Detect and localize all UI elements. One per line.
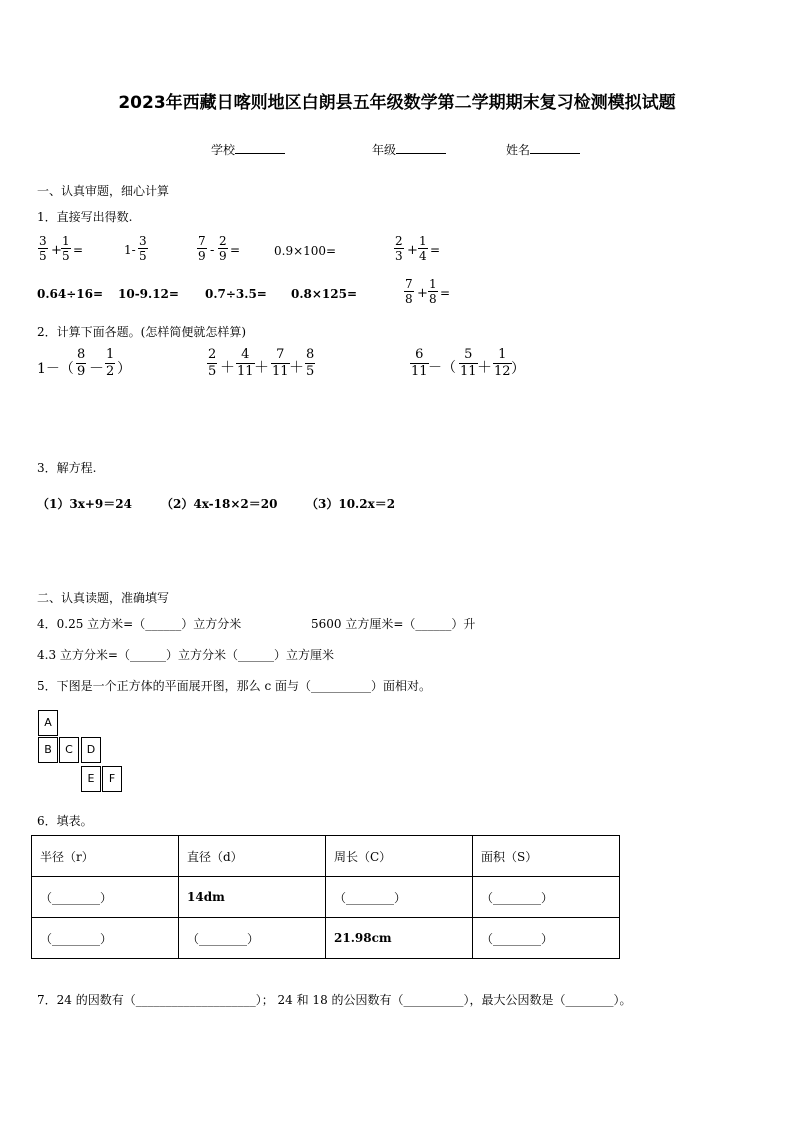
expression-prefix: 1- xyxy=(124,243,136,257)
fraction: 1 4 xyxy=(419,234,427,263)
q1-label: 1．直接写出得数. xyxy=(37,210,133,224)
table-cell[interactable]: （________） xyxy=(473,918,620,959)
section-1-heading: 一、认真审题，细心计算 xyxy=(37,184,170,198)
equals: = xyxy=(430,243,441,257)
fraction: 7 11 xyxy=(272,347,289,379)
operator: + xyxy=(417,286,428,301)
school-field[interactable] xyxy=(211,141,285,158)
name-label: 姓名 xyxy=(506,143,531,157)
header-diameter: 直径（d） xyxy=(179,836,326,877)
q4-line2: 4.3 立方分米=（______）立方分米（______）立方厘米 xyxy=(37,648,334,662)
fraction: 3 5 xyxy=(139,234,147,263)
school-label: 学校 xyxy=(211,143,236,157)
page-title: 2023年西藏日喀则地区白朗县五年级数学第二学期期末复习检测模拟试题 xyxy=(118,93,676,113)
q7-text: 7．24 的因数有（____________________）； 24 和 18 的公因数有（__________），最大公因数是（________）。 xyxy=(37,993,632,1007)
operator: + xyxy=(407,243,418,258)
header-radius: 半径（r） xyxy=(32,836,179,877)
table-header-row xyxy=(32,836,620,877)
q3-label: 3．解方程. xyxy=(37,461,97,475)
school-blank[interactable] xyxy=(235,153,285,154)
name-blank[interactable] xyxy=(530,153,580,154)
table-cell[interactable]: （________） xyxy=(32,918,179,959)
equals: = xyxy=(440,286,451,300)
fraction: 1 2 xyxy=(106,347,115,379)
operator: －（ xyxy=(428,360,456,376)
operator: ＋ xyxy=(220,358,236,376)
operator: － xyxy=(89,359,105,377)
net-face-d: D xyxy=(81,737,101,763)
table-cell[interactable]: （________） xyxy=(326,877,473,918)
grade-field[interactable] xyxy=(372,141,446,158)
expression-suffix: ） xyxy=(511,361,525,377)
fraction: 1 12 xyxy=(494,347,511,379)
expression: 0.64÷16= xyxy=(37,287,104,301)
table-cell[interactable]: （________） xyxy=(473,877,620,918)
table-cell[interactable]: （________） xyxy=(179,918,326,959)
net-face-a: A xyxy=(38,710,58,736)
fraction: 1 5 xyxy=(62,234,70,263)
grade-label: 年级 xyxy=(372,143,397,157)
operator: ＋ xyxy=(254,358,270,376)
q2-label: 2．计算下面各题。(怎样简便就怎样算) xyxy=(37,325,246,339)
operator: - xyxy=(210,243,215,258)
fraction: 7 9 xyxy=(198,234,206,263)
header-area: 面积（S） xyxy=(473,836,620,877)
equation: （1）3x+9＝24 xyxy=(37,497,132,511)
table-row xyxy=(32,918,620,959)
fraction: 5 11 xyxy=(460,347,477,379)
operator: ＋ xyxy=(477,358,493,376)
net-face-c: C xyxy=(59,737,79,763)
grade-blank[interactable] xyxy=(396,153,446,154)
fraction: 7 8 xyxy=(405,277,413,306)
fraction: 1 8 xyxy=(429,277,437,306)
operator: + xyxy=(51,243,62,258)
operator: ＋ xyxy=(289,358,305,376)
name-field[interactable] xyxy=(506,141,580,158)
fraction: 2 9 xyxy=(219,234,227,263)
fraction: 3 5 xyxy=(39,234,47,263)
expression: 10-9.12= xyxy=(118,287,179,301)
table-cell: 14dm xyxy=(179,877,326,918)
expression: 0.9×100= xyxy=(274,244,337,258)
fraction: 2 3 xyxy=(395,234,403,263)
q5-label: 5．下图是一个正方体的平面展开图，那么 c 面与（__________）面相对。 xyxy=(37,679,431,693)
header-circumference: 周长（C） xyxy=(326,836,473,877)
table-row xyxy=(32,877,620,918)
fraction: 8 5 xyxy=(306,347,315,379)
fraction: 4 11 xyxy=(237,347,254,379)
q4-line1a: 4．0.25 立方米=（______）立方分米 xyxy=(37,617,242,631)
fraction: 6 11 xyxy=(411,347,428,379)
net-face-f: F xyxy=(102,766,122,792)
equals: = xyxy=(73,243,84,257)
table-cell: 21.98cm xyxy=(326,918,473,959)
net-face-b: B xyxy=(38,737,58,763)
expression: 0.8×125= xyxy=(291,287,358,301)
q4-line1b: 5600 立方厘米=（______）升 xyxy=(311,617,476,631)
equals: = xyxy=(230,243,241,257)
q6-label: 6．填表。 xyxy=(37,814,93,828)
net-face-e: E xyxy=(81,766,101,792)
table-cell[interactable]: （________） xyxy=(32,877,179,918)
circle-table xyxy=(31,835,620,959)
equation: （2）4x-18×2＝20 xyxy=(161,497,278,511)
expression-prefix: 1－（ xyxy=(37,361,74,377)
equation: （3）10.2x＝2 xyxy=(306,497,396,511)
fraction: 2 5 xyxy=(208,347,217,379)
expression-suffix: ） xyxy=(117,361,131,377)
expression: 0.7÷3.5= xyxy=(205,287,267,301)
section-2-heading: 二、认真读题，准确填写 xyxy=(37,591,170,605)
fraction: 8 9 xyxy=(77,347,86,379)
